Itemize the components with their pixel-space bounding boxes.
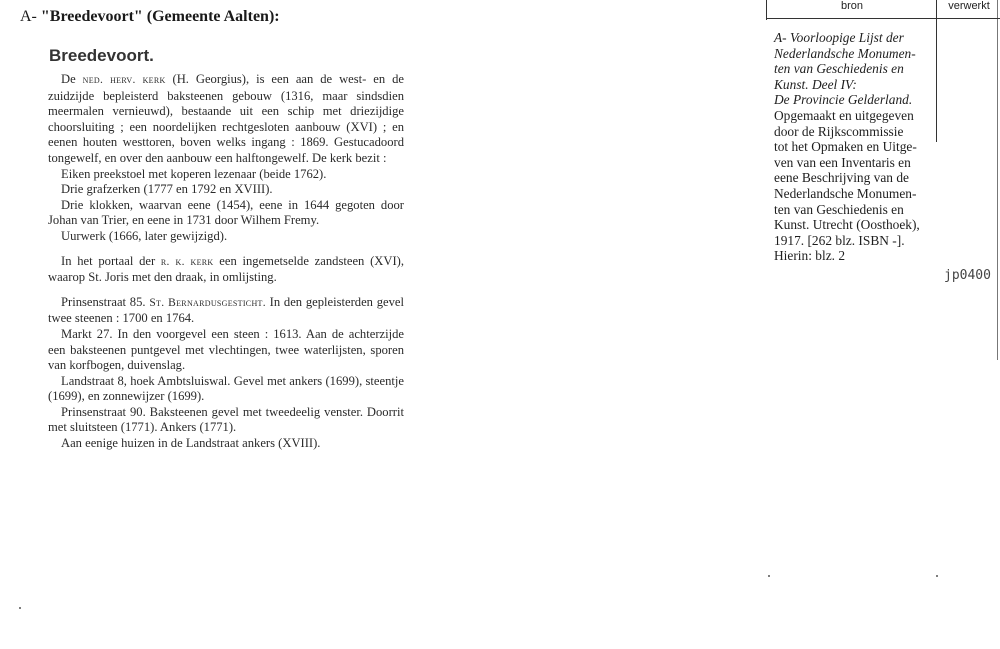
bron-line: 1917. [262 blz. ISBN -]. [774, 232, 905, 248]
bron-line: tot het Opmaken en Uitge- [774, 139, 917, 155]
paragraph-markt-27: Markt 27. In den voorgevel een steen : 1613. Aan de achterzijde een baksteenen puntgevel met vlechtingen, twee waterlijsten, sporen van korfbogen, duivenslag. [48, 326, 404, 373]
document-heading [20, 8, 280, 26]
bron-line: eene Beschrijving van de [774, 170, 909, 186]
bron-line: Nederlandsche Monumen- [774, 185, 917, 201]
paragraph-landstraat-anchors: Aan eenige huizen in de Landstraat ankers (XVIII). [61, 436, 321, 451]
heading-title: "Breedevoort" (Gemeente Aalten): [40, 8, 280, 25]
bron-line: Kunst. Deel IV: [774, 76, 857, 92]
scan-speck [768, 575, 770, 577]
paragraph-clock: Uurwerk (1666, later gewijzigd). [61, 228, 228, 243]
bron-line: Opgemaakt en uitgegeven [774, 107, 914, 123]
bron-line: Nederlandsche Monumen- [774, 45, 916, 61]
bron-citation [774, 30, 938, 264]
bron-line: door de Rijkscommissie [774, 123, 904, 139]
header-verwerkt: verwerkt [948, 0, 990, 12]
paragraph-rk-church: In het portaal der r. k. kerk een ingemetselde zandsteen (XVI), waarop St. Joris met den draak, in omlijsting. [48, 253, 404, 285]
paragraph-landstraat-8: Landstraat 8, hoek Ambtsluiswal. Gevel met ankers (1699), steentje (1699), en zonnewijzer (1699). [48, 373, 404, 404]
paragraph-prinsenstraat-85: Prinsenstraat 85. St. Bernardusgesticht. In den gepleisterden gevel twee steenen : 1700 en 1764. [48, 294, 404, 326]
table-border-right [997, 0, 998, 360]
bron-line: Kunst. Utrecht (Oosthoek), [774, 217, 920, 233]
document-code: jp0400 [944, 268, 991, 283]
table-header-rule [766, 18, 1000, 19]
heading-prefix: A- [20, 8, 37, 25]
paragraph-tombstones: Drie grafzerken (1777 en 1792 en XVIII). [61, 182, 273, 197]
bron-line: De Provincie Gelderland. [774, 92, 913, 108]
section-title: Breedevoort. [49, 46, 154, 65]
paragraph-church: De ned. herv. kerk (H. Georgius), is een aan de west- en de zuidzijde bepleisterd baksteenen gebouw (1316, maar sindsdien meermalen vernieuwd), bestaande uit een schip met driezijdige choorsluiting ; een noordelijken rechtgesloten aanbouw (XVI) ; en eenen houten westtoren, boven welks ingang : 1869. Gestucadoord tongewelf, en over den aanbouw een halftongewelf. De kerk bezit : [48, 72, 404, 165]
scan-speck [936, 575, 938, 577]
bron-line: ten van Geschiedenis en [774, 201, 904, 217]
bron-line: ten van Geschiedenis en [774, 61, 904, 77]
bron-line: A- Voorloopige Lijst der [774, 30, 904, 45]
paragraph-pulpit: Eiken preekstoel met koperen lezenaar (beide 1762). [61, 166, 327, 181]
bron-line: ven van een Inventaris en [774, 154, 911, 170]
paragraph-prinsenstraat-90: Prinsenstraat 90. Baksteenen gevel met tweedeelig venster. Doorrit met sluitsteen (1771). Ankers (1771). [48, 404, 404, 435]
body-text [48, 72, 404, 452]
bron-line: Hierin: blz. 2 [774, 248, 846, 264]
table-border-left [766, 0, 767, 20]
scan-speck [19, 607, 21, 609]
header-bron: bron [840, 0, 864, 12]
paragraph-bells: Drie klokken, waarvan eene (1454), eene in 1644 gegoten door Johan van Trier, en eene in 1731 door Wilhem Fremy. [48, 197, 404, 228]
